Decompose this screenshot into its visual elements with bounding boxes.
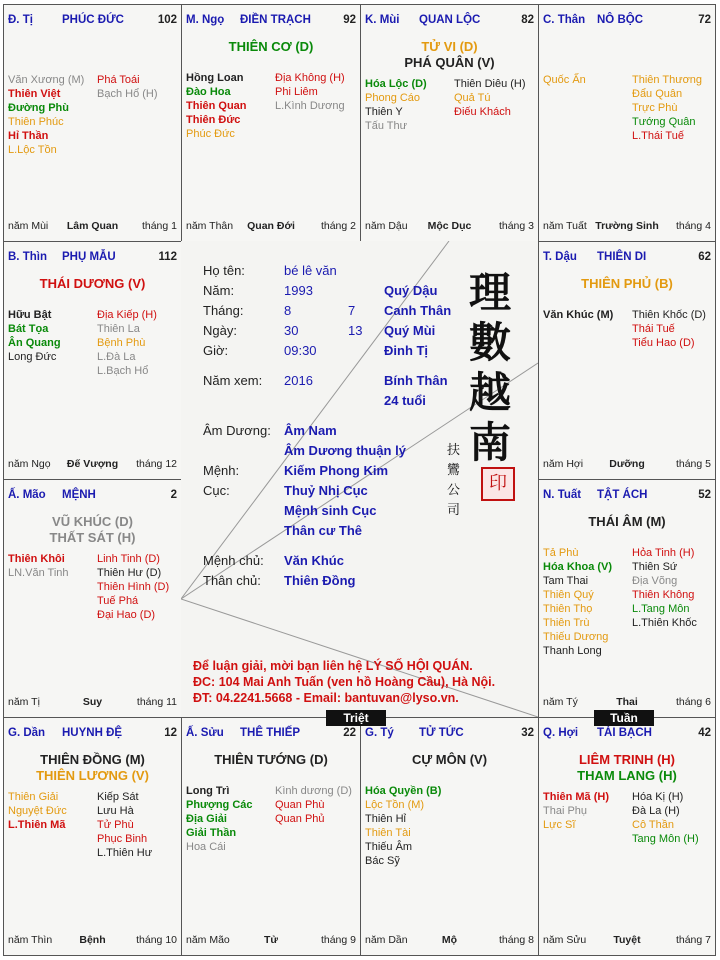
- main-star: THÁI ÂM (M): [588, 514, 666, 529]
- minor-star: Thiên Trù: [543, 617, 590, 629]
- minor-star: Thanh Long: [543, 645, 602, 657]
- palace-number: 32: [521, 727, 534, 739]
- palace-mao[interactable]: [3, 479, 182, 718]
- minor-stars-left: [186, 784, 253, 854]
- palace-header: [186, 727, 356, 741]
- year-label: năm Mão: [186, 934, 230, 946]
- hour-label: Giờ:: [203, 343, 229, 358]
- year-label: năm Ngọ: [8, 458, 51, 470]
- minor-stars-left: [8, 308, 61, 364]
- minor-star: Địa Không (H): [275, 72, 345, 84]
- view-year-label: Năm xem:: [203, 373, 263, 388]
- minor-star: Đường Phù: [8, 102, 69, 114]
- palace-name: TẬT ÁCH: [597, 489, 648, 501]
- minor-stars-right: [275, 71, 345, 113]
- palace-header: [8, 727, 177, 741]
- main-star: LIÊM TRINH (H): [578, 752, 676, 767]
- main-star: TỬ VI (D): [421, 39, 478, 54]
- branch-label: K. Mùi: [365, 14, 400, 26]
- palace-name: THÊ THIẾP: [240, 727, 301, 739]
- minor-star: Phá Toái: [97, 74, 140, 86]
- menhchu-value: Văn Khúc: [284, 553, 344, 568]
- palace-name: PHÚC ĐỨC: [62, 14, 124, 26]
- palace-footer: [543, 220, 711, 234]
- menhchu-label: Mệnh chủ:: [203, 553, 264, 568]
- minor-stars-left: [365, 784, 441, 868]
- minor-stars-left: [543, 546, 612, 658]
- minor-stars-right: [275, 784, 352, 826]
- main-star: THAM LANG (H): [577, 768, 677, 783]
- palace-footer: [365, 934, 534, 948]
- minor-star: Hoa Cái: [186, 841, 226, 853]
- month-label: tháng 12: [136, 458, 177, 470]
- minor-star: Thiên Tài: [365, 827, 411, 839]
- minor-star: Đào Hoa: [186, 86, 231, 98]
- year-label: năm Tuất: [543, 220, 587, 232]
- minor-stars-left: [543, 73, 586, 87]
- palace-number: 102: [157, 14, 177, 26]
- minor-star: Thiên Giải: [8, 791, 59, 803]
- minor-stars-left: [543, 790, 609, 832]
- cuc-relation: Mệnh sinh Cục: [284, 503, 377, 518]
- minor-star: Lực Sĩ: [543, 819, 576, 831]
- palace-header: [186, 14, 356, 28]
- minor-star: Đà La (H): [632, 805, 680, 817]
- minor-star: Tang Môn (H): [632, 833, 699, 845]
- minor-star: Ân Quang: [8, 337, 61, 349]
- minor-star: Thiên Quý: [543, 589, 594, 601]
- minor-star: L.Thiên Hư: [97, 847, 153, 859]
- thanchu-label: Thân chủ:: [203, 573, 261, 588]
- minor-star: Lưu Hà: [97, 805, 134, 817]
- minor-star: Thiên Khôi: [8, 553, 65, 565]
- minor-star: Hóa Quyền (B): [365, 785, 442, 797]
- life-stage: Quan Đới: [247, 220, 295, 232]
- minor-star: Tấu Thư: [365, 120, 408, 132]
- palace-footer: [186, 220, 356, 234]
- palace-header: [8, 14, 177, 28]
- minor-star: Thai Phụ: [543, 805, 588, 817]
- month-label: tháng 2: [320, 220, 356, 232]
- palace-name: THIÊN DI: [597, 251, 647, 263]
- branch-label: N. Tuất: [543, 489, 582, 501]
- minor-star: Hỏa Tinh (H): [632, 547, 695, 559]
- minor-stars-right: [632, 308, 706, 350]
- year-label: năm Hợi: [543, 458, 584, 470]
- minor-star: Bệnh Phù: [97, 337, 146, 349]
- day-can: Quý Mùi: [384, 323, 436, 338]
- minor-star: Tam Thai: [543, 575, 589, 587]
- minor-stars-left: [186, 71, 247, 141]
- minor-star: Tử Phù: [97, 819, 134, 831]
- minor-stars-left: [365, 77, 427, 133]
- year-label: năm Dậu: [365, 220, 408, 232]
- branch-label: T. Dậu: [543, 251, 577, 263]
- minor-star: Tuế Phá: [97, 595, 139, 607]
- branch-label: Q. Hợi: [543, 727, 579, 739]
- triet-tag: Triệt: [326, 710, 386, 726]
- minor-star: Tả Phù: [543, 547, 579, 559]
- palace-header: [543, 727, 711, 741]
- contact-line-1: Để luận giải, mời bạn liên hệ LÝ SỐ HỘI QUÁN.: [193, 659, 473, 673]
- minor-star: Nguyệt Đức: [8, 805, 67, 817]
- palace-header: [543, 251, 711, 265]
- minor-star: L.Thái Tuế: [632, 130, 684, 142]
- menh-label: Mệnh:: [203, 463, 240, 478]
- palace-footer: [8, 934, 177, 948]
- month-lunar: 7: [348, 303, 356, 318]
- minor-star: Tiểu Hao (D): [632, 337, 695, 349]
- palace-number: 22: [343, 727, 356, 739]
- palace-header: [365, 14, 534, 28]
- name-value: bé lê văn: [284, 263, 337, 278]
- palace-name: HUYNH ĐỆ: [62, 727, 123, 739]
- palace-thin[interactable]: [3, 241, 182, 480]
- palace-suu[interactable]: [181, 717, 361, 956]
- minor-star: Đẩu Quân: [632, 88, 683, 100]
- palace-dan[interactable]: [3, 717, 182, 956]
- contact-line-3: ĐT: 04.2241.5668 - Email: bantuvan@lyso.vn.: [193, 691, 459, 705]
- palace-footer: [8, 458, 177, 472]
- palace-dau[interactable]: [538, 241, 716, 480]
- palace-footer: [8, 696, 177, 710]
- palace-name: QUAN LỘC: [419, 14, 481, 26]
- month-label: tháng 7: [675, 934, 711, 946]
- minor-stars-left: [8, 552, 69, 580]
- amduong-value: Âm Nam: [284, 423, 337, 438]
- minor-star: Thái Tuế: [632, 323, 675, 335]
- minor-star: Thiên Khốc (D): [632, 309, 706, 321]
- cuc-label: Cục:: [203, 483, 230, 498]
- palace-number: 82: [521, 14, 534, 26]
- life-stage: Suy: [82, 696, 103, 708]
- amduong-label: Âm Dương:: [203, 423, 271, 438]
- branch-label: M. Ngọ: [186, 14, 225, 26]
- minor-star: Hữu Bật: [8, 309, 52, 321]
- minor-star: Đại Hao (D): [97, 609, 156, 621]
- year-label: năm Thìn: [8, 934, 53, 946]
- main-star: PHÁ QUÂN (V): [404, 55, 495, 70]
- main-star: THIÊN ĐỒNG (M): [40, 752, 145, 767]
- minor-star: Bát Tọa: [8, 323, 49, 335]
- minor-star: L.Kình Dương: [275, 100, 345, 112]
- minor-star: Thiên Sứ: [632, 561, 678, 573]
- view-year-can: Bính Thân: [384, 373, 448, 388]
- life-stage: Thai: [616, 696, 638, 708]
- tuan-tag: Tuần: [594, 710, 654, 726]
- main-star: THIÊN TƯỚNG (D): [214, 752, 328, 767]
- minor-star: Tướng Quân: [632, 116, 696, 128]
- minor-star: Thiên Thọ: [543, 603, 593, 615]
- main-star: THIÊN PHỦ (B): [581, 276, 673, 291]
- cuc-value: Thuỷ Nhị Cục: [284, 483, 368, 498]
- palace-footer: [186, 934, 356, 948]
- small-calli-3: 公: [447, 483, 461, 498]
- minor-star: L.Lộc Tồn: [8, 144, 57, 156]
- minor-stars-right: [632, 546, 697, 630]
- minor-stars-right: [97, 308, 157, 378]
- month-label: tháng 8: [498, 934, 534, 946]
- palace-ti[interactable]: [3, 4, 182, 242]
- calligraphy-1: 理: [469, 268, 512, 317]
- branch-label: B. Thìn: [8, 251, 47, 263]
- branch-label: Đ. Tị: [8, 14, 33, 26]
- contact-line-2: ĐC: 104 Mai Anh Tuấn (ven hồ Hoàng Cầu), Hà Nội.: [193, 675, 496, 689]
- month-label: tháng 9: [320, 934, 356, 946]
- minor-star: Hóa Khoa (V): [543, 561, 613, 573]
- minor-star: L.Đà La: [97, 351, 136, 363]
- minor-stars-right: [97, 73, 158, 101]
- minor-star: Phượng Các: [186, 799, 253, 811]
- palace-ty[interactable]: [360, 717, 539, 956]
- minor-star: L.Tang Môn: [632, 603, 690, 615]
- minor-star: Quan Phủ: [275, 813, 325, 825]
- minor-stars-right: [632, 790, 699, 846]
- red-seal: 印: [481, 467, 515, 501]
- main-star: VŨ KHÚC (D): [52, 514, 133, 529]
- minor-star: Phi Liêm: [275, 86, 318, 98]
- minor-star: Quan Phù: [275, 799, 325, 811]
- life-stage: Trường Sinh: [595, 220, 659, 232]
- life-stage: Đế Vượng: [66, 458, 119, 470]
- minor-star: Thiên Việt: [8, 88, 61, 100]
- minor-star: Lộc Tồn (M): [365, 799, 425, 811]
- minor-star: Thiên Quan: [186, 100, 247, 112]
- name-label: Họ tên:: [203, 263, 245, 278]
- minor-star: Văn Xương (M): [8, 74, 85, 86]
- small-calli-2: 鸞: [447, 463, 461, 478]
- minor-star: Linh Tinh (D): [97, 553, 160, 565]
- palace-name: NÔ BỘC: [597, 14, 643, 26]
- year-label: năm Mùi: [8, 220, 49, 232]
- minor-stars-right: [454, 77, 526, 119]
- hour-can: Đinh Tị: [384, 343, 429, 358]
- palace-name: MỆNH: [62, 489, 96, 501]
- calligraphy-4: 南: [469, 418, 512, 467]
- minor-star: Thiên Phúc: [8, 116, 64, 128]
- palace-number: 52: [698, 489, 711, 501]
- calligraphy-3: 越: [469, 368, 512, 417]
- small-calli-1: 扶: [447, 443, 461, 458]
- calligraphy-2: 數: [469, 318, 512, 367]
- palace-ngo[interactable]: [181, 4, 361, 242]
- minor-star: Thiên Mã (H): [543, 791, 609, 803]
- month-can: Canh Thân: [384, 303, 452, 318]
- main-star: THÁI DƯƠNG (V): [39, 276, 146, 291]
- life-stage: Mộ: [441, 934, 458, 946]
- minor-star: Kình dương (D): [275, 785, 352, 797]
- minor-stars-right: [632, 73, 702, 143]
- branch-label: C. Thân: [543, 14, 586, 26]
- year-label: Năm:: [203, 283, 235, 298]
- year-value: 1993: [284, 283, 313, 298]
- palace-than[interactable]: [538, 4, 716, 242]
- month-label: tháng 10: [136, 934, 177, 946]
- hour-value: 09:30: [284, 343, 317, 358]
- small-calli-4: 司: [447, 503, 461, 518]
- life-stage: Dưỡng: [609, 458, 645, 470]
- branch-label: Ấ. Sửu: [186, 727, 224, 739]
- thanchu-value: Thiên Đồng: [284, 573, 356, 588]
- minor-star: Phục Binh: [97, 833, 148, 845]
- minor-star: Địa Võng: [632, 575, 678, 587]
- branch-label: Ấ. Mão: [8, 489, 46, 501]
- minor-star: Điếu Khách: [454, 106, 511, 118]
- life-stage: Bệnh: [79, 934, 106, 946]
- month-label: tháng 1: [141, 220, 177, 232]
- view-year-value: 2016: [284, 373, 313, 388]
- branch-label: G. Tý: [365, 727, 394, 739]
- year-label: năm Tý: [543, 696, 578, 708]
- minor-star: Thiên Thương: [632, 74, 703, 86]
- month-label: tháng 11: [136, 696, 177, 708]
- minor-star: Hóa Lộc (D): [365, 78, 427, 90]
- minor-star: Thiếu Âm: [365, 841, 413, 853]
- minor-star: Cô Thần: [632, 819, 674, 831]
- minor-star: Hỉ Thần: [8, 130, 49, 142]
- age-value: 24 tuổi: [384, 393, 426, 408]
- minor-star: Kiếp Sát: [97, 791, 139, 803]
- minor-star: Thiên Y: [365, 106, 403, 118]
- minor-star: Thiên Hư (D): [97, 567, 162, 579]
- minor-star: Địa Kiếp (H): [97, 309, 157, 321]
- minor-star: Long Đức: [8, 351, 57, 363]
- minor-star: L.Thiên Mã: [8, 819, 66, 831]
- minor-star: Thiên Hỉ: [365, 813, 406, 825]
- palace-number: 2: [170, 489, 177, 501]
- minor-star: Văn Khúc (M): [543, 309, 614, 321]
- minor-star: Thiếu Dương: [543, 631, 609, 643]
- palace-footer: [543, 934, 711, 948]
- minor-star: Quả Tú: [454, 92, 491, 104]
- month-label: tháng 4: [675, 220, 711, 232]
- menh-value: Kiếm Phong Kim: [284, 463, 389, 478]
- palace-name: PHỤ MẪU: [62, 251, 116, 263]
- palace-number: 62: [698, 251, 711, 263]
- life-stage: Lâm Quan: [66, 220, 119, 232]
- minor-star: LN.Văn Tinh: [8, 567, 69, 579]
- main-star: CỰ MÔN (V): [411, 752, 488, 767]
- minor-stars-left: [8, 790, 67, 832]
- minor-star: Long Trì: [186, 785, 230, 797]
- palace-footer: [543, 696, 711, 710]
- minor-star: L.Thiên Khốc: [632, 617, 697, 629]
- palace-number: 42: [698, 727, 711, 739]
- day-value: 30: [284, 323, 299, 338]
- minor-star: Hồng Loan: [186, 72, 244, 84]
- day-label: Ngày:: [203, 323, 237, 338]
- amduong-relation: Âm Dương thuận lý: [284, 443, 406, 458]
- minor-star: Thiên Diêu (H): [454, 78, 526, 90]
- month-label: Tháng:: [203, 303, 244, 318]
- minor-star: L.Bạch Hổ: [97, 365, 149, 377]
- minor-star: Bạch Hổ (H): [97, 88, 158, 100]
- minor-star: Quốc Ấn: [543, 74, 586, 86]
- palace-name: TÀI BẠCH: [597, 727, 652, 739]
- minor-star: Bác Sỹ: [365, 855, 400, 867]
- life-stage: Mộc Dục: [427, 220, 472, 232]
- minor-star: Thiên Hình (D): [97, 581, 170, 593]
- month-label: tháng 5: [675, 458, 711, 470]
- day-lunar: 13: [348, 323, 363, 338]
- year-can: Quý Dậu: [384, 283, 438, 298]
- year-label: năm Sửu: [543, 934, 587, 946]
- palace-header: [543, 14, 711, 28]
- main-star: THẤT SÁT (H): [49, 530, 136, 545]
- month-label: tháng 3: [498, 220, 534, 232]
- minor-star: Giải Thần: [186, 827, 237, 839]
- year-label: năm Tị: [8, 696, 40, 708]
- palace-footer: [365, 220, 534, 234]
- palace-footer: [8, 220, 177, 234]
- palace-name: TỬ TỨC: [419, 727, 464, 739]
- minor-stars-left: [543, 308, 613, 322]
- palace-footer: [543, 458, 711, 472]
- than-cu: Thân cư Thê: [284, 523, 363, 538]
- palace-mui[interactable]: [360, 4, 539, 242]
- palace-number: 112: [158, 251, 177, 263]
- palace-header: [8, 489, 177, 503]
- palace-hoi[interactable]: [538, 717, 716, 956]
- palace-header: [365, 727, 534, 741]
- palace-number: 12: [164, 727, 177, 739]
- palace-name: ĐIỀN TRẠCH: [240, 14, 311, 26]
- minor-star: Hóa Kị (H): [632, 791, 684, 803]
- life-stage: Tử: [263, 934, 279, 946]
- minor-stars-right: [97, 790, 152, 860]
- palace-header: [543, 489, 711, 503]
- minor-star: Thiên Đức: [186, 114, 241, 126]
- palace-tuat[interactable]: [538, 479, 716, 718]
- minor-star: Thiên La: [97, 323, 140, 335]
- main-star: THIÊN LƯƠNG (V): [36, 768, 149, 783]
- year-label: năm Thân: [186, 220, 234, 232]
- minor-stars-right: [97, 552, 169, 622]
- minor-star: Thiên Không: [632, 589, 695, 601]
- minor-star: Trực Phù: [632, 102, 678, 114]
- minor-star: Phúc Đức: [186, 128, 235, 140]
- center-info-panel: [181, 241, 538, 717]
- main-star: THIÊN CƠ (D): [228, 39, 314, 54]
- minor-stars-left: [8, 73, 84, 157]
- year-label: năm Dần: [365, 934, 408, 946]
- month-value: 8: [284, 303, 292, 318]
- month-label: tháng 6: [675, 696, 711, 708]
- minor-star: Địa Giải: [186, 813, 227, 825]
- palace-number: 72: [698, 14, 711, 26]
- palace-header: [8, 251, 177, 265]
- life-stage: Tuyệt: [613, 934, 641, 946]
- branch-label: G. Dần: [8, 727, 46, 739]
- palace-number: 92: [343, 14, 356, 26]
- minor-star: Phong Cáo: [365, 92, 421, 104]
